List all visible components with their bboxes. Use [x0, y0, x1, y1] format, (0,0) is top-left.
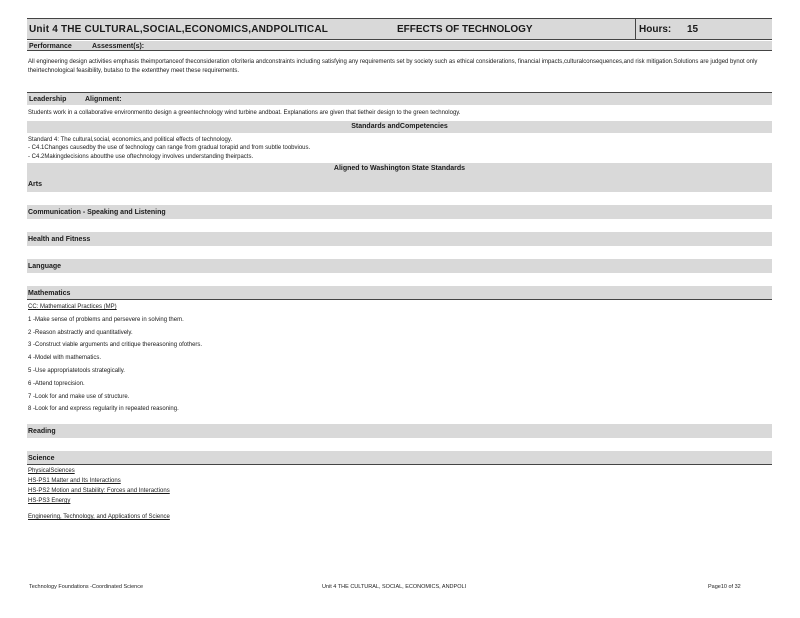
- math-practice: 4 -Model with mathematics.: [28, 355, 102, 362]
- math-practice: 7 -Look for and make use of structure.: [28, 393, 130, 400]
- footer-center: Unit 4 THE CULTURAL, SOCIAL, ECONOMICS, ANDPOLI: [322, 584, 467, 590]
- language-header: Language: [27, 259, 772, 273]
- science-line: HS-PS2 Motion and Stability: Forces and Interactions: [28, 488, 170, 495]
- mathematics-header: Mathematics: [27, 286, 772, 300]
- math-practice: 1 -Make sense of problems and persevere in solving them.: [28, 316, 184, 323]
- unit-title-effects: EFFECTS OF TECHNOLOGY: [397, 24, 533, 35]
- hours-value: 15: [687, 24, 699, 35]
- footer-left: Technology Foundations -Coordinated Science: [29, 584, 144, 590]
- standards-list: [27, 136, 772, 162]
- leadership-text: Students work in a collaborative environmentto design a greentechnology wind turbine andboat. Explanations are given that tietheir design to the green technology.: [28, 110, 461, 116]
- math-practice: 5 -Use appropriatetools strategically.: [28, 367, 125, 374]
- standard-line: - C4.2Makingdecisions aboutthe use oftechnology involves understanding theirpacts.: [28, 153, 254, 160]
- unit-header: [27, 18, 772, 40]
- aligned-heading: Aligned to Washington State Standards: [333, 165, 466, 172]
- science-line: HS-PS3 Energy: [28, 498, 71, 505]
- math-practices-list: [27, 301, 772, 416]
- arts-label: Arts: [28, 181, 43, 188]
- communication-header: Communication - Speaking and Listening: [27, 205, 772, 219]
- performance-header: [27, 41, 772, 51]
- alignment-label: Alignment:: [85, 96, 122, 103]
- performance-label: Performance: [29, 43, 72, 50]
- document-page: [27, 18, 772, 522]
- footer-page-number: Page10 of 32: [708, 584, 741, 590]
- science-line: PhysicalSciences: [28, 468, 75, 475]
- health-header: Health and Fitness: [27, 232, 772, 246]
- science-header: Science: [27, 451, 772, 465]
- math-cc-heading: CC: Mathematical Practices (MP): [28, 304, 117, 310]
- math-practice: 3 -Construct viable arguments and critique thereasoning ofothers.: [28, 342, 203, 349]
- leadership-label: Leadership: [29, 96, 67, 103]
- science-line: HS-PS1 Matter and Its Interactions: [28, 478, 121, 485]
- science-list: [27, 466, 772, 522]
- standards-header: Standards andCompetencies: [27, 121, 772, 133]
- aligned-header: [27, 163, 772, 192]
- standard-line: - C4.1Changes causedby the use of technology can range from gradual torapid and from subtle toobvious.: [28, 145, 311, 151]
- assessment-label: Assessment(s):: [92, 43, 145, 50]
- leadership-header: [27, 92, 772, 105]
- math-practice: 2 -Reason abstractly and quantitatively.: [28, 329, 133, 336]
- math-practice: 8 -Look for and express regularity in repeated reasoning.: [28, 406, 179, 413]
- hours-label: Hours:: [639, 24, 672, 35]
- science-engineering: Engineering, Technology, and Applications of Science: [28, 514, 170, 521]
- performance-text: All engineering design activities emphasis theimportanceof theconsideration ofcriteria andconstraints including satisfying any requirements set by society such as ethical considerations, financial impacts,culturalconsequences,and risk mitigation.Solutions are judged bynot only theirtechnological feasibility, butalso to the extentthey meet these requirements.: [28, 59, 758, 74]
- reading-header: Reading: [27, 424, 772, 438]
- header-divider: [635, 19, 636, 40]
- unit-title: Unit 4 THE CULTURAL,SOCIAL,ECONOMICS,ANDPOLITICAL: [29, 24, 329, 35]
- standard-line: Standard 4: The cultural,social, economics,and political effects of technology.: [28, 136, 233, 143]
- math-practice: 6 -Attend toprecision.: [28, 380, 85, 387]
